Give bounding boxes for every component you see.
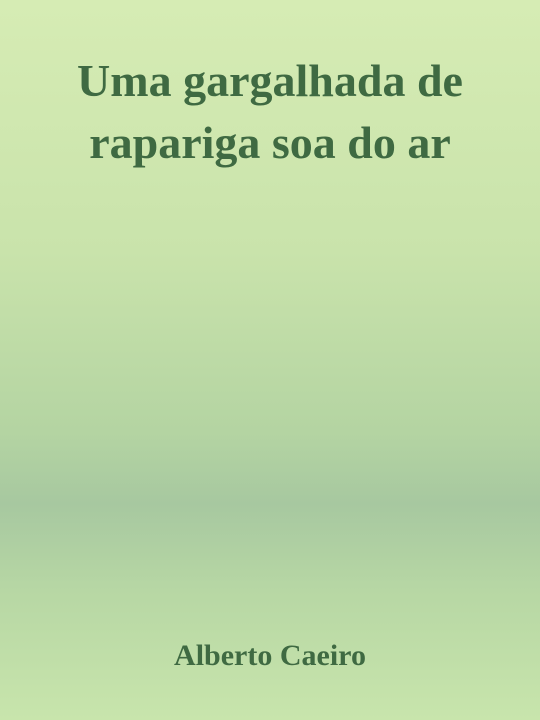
- book-author: Alberto Caeiro: [174, 639, 366, 672]
- book-title: Uma gargalhada de rapariga soa do ar: [77, 55, 463, 168]
